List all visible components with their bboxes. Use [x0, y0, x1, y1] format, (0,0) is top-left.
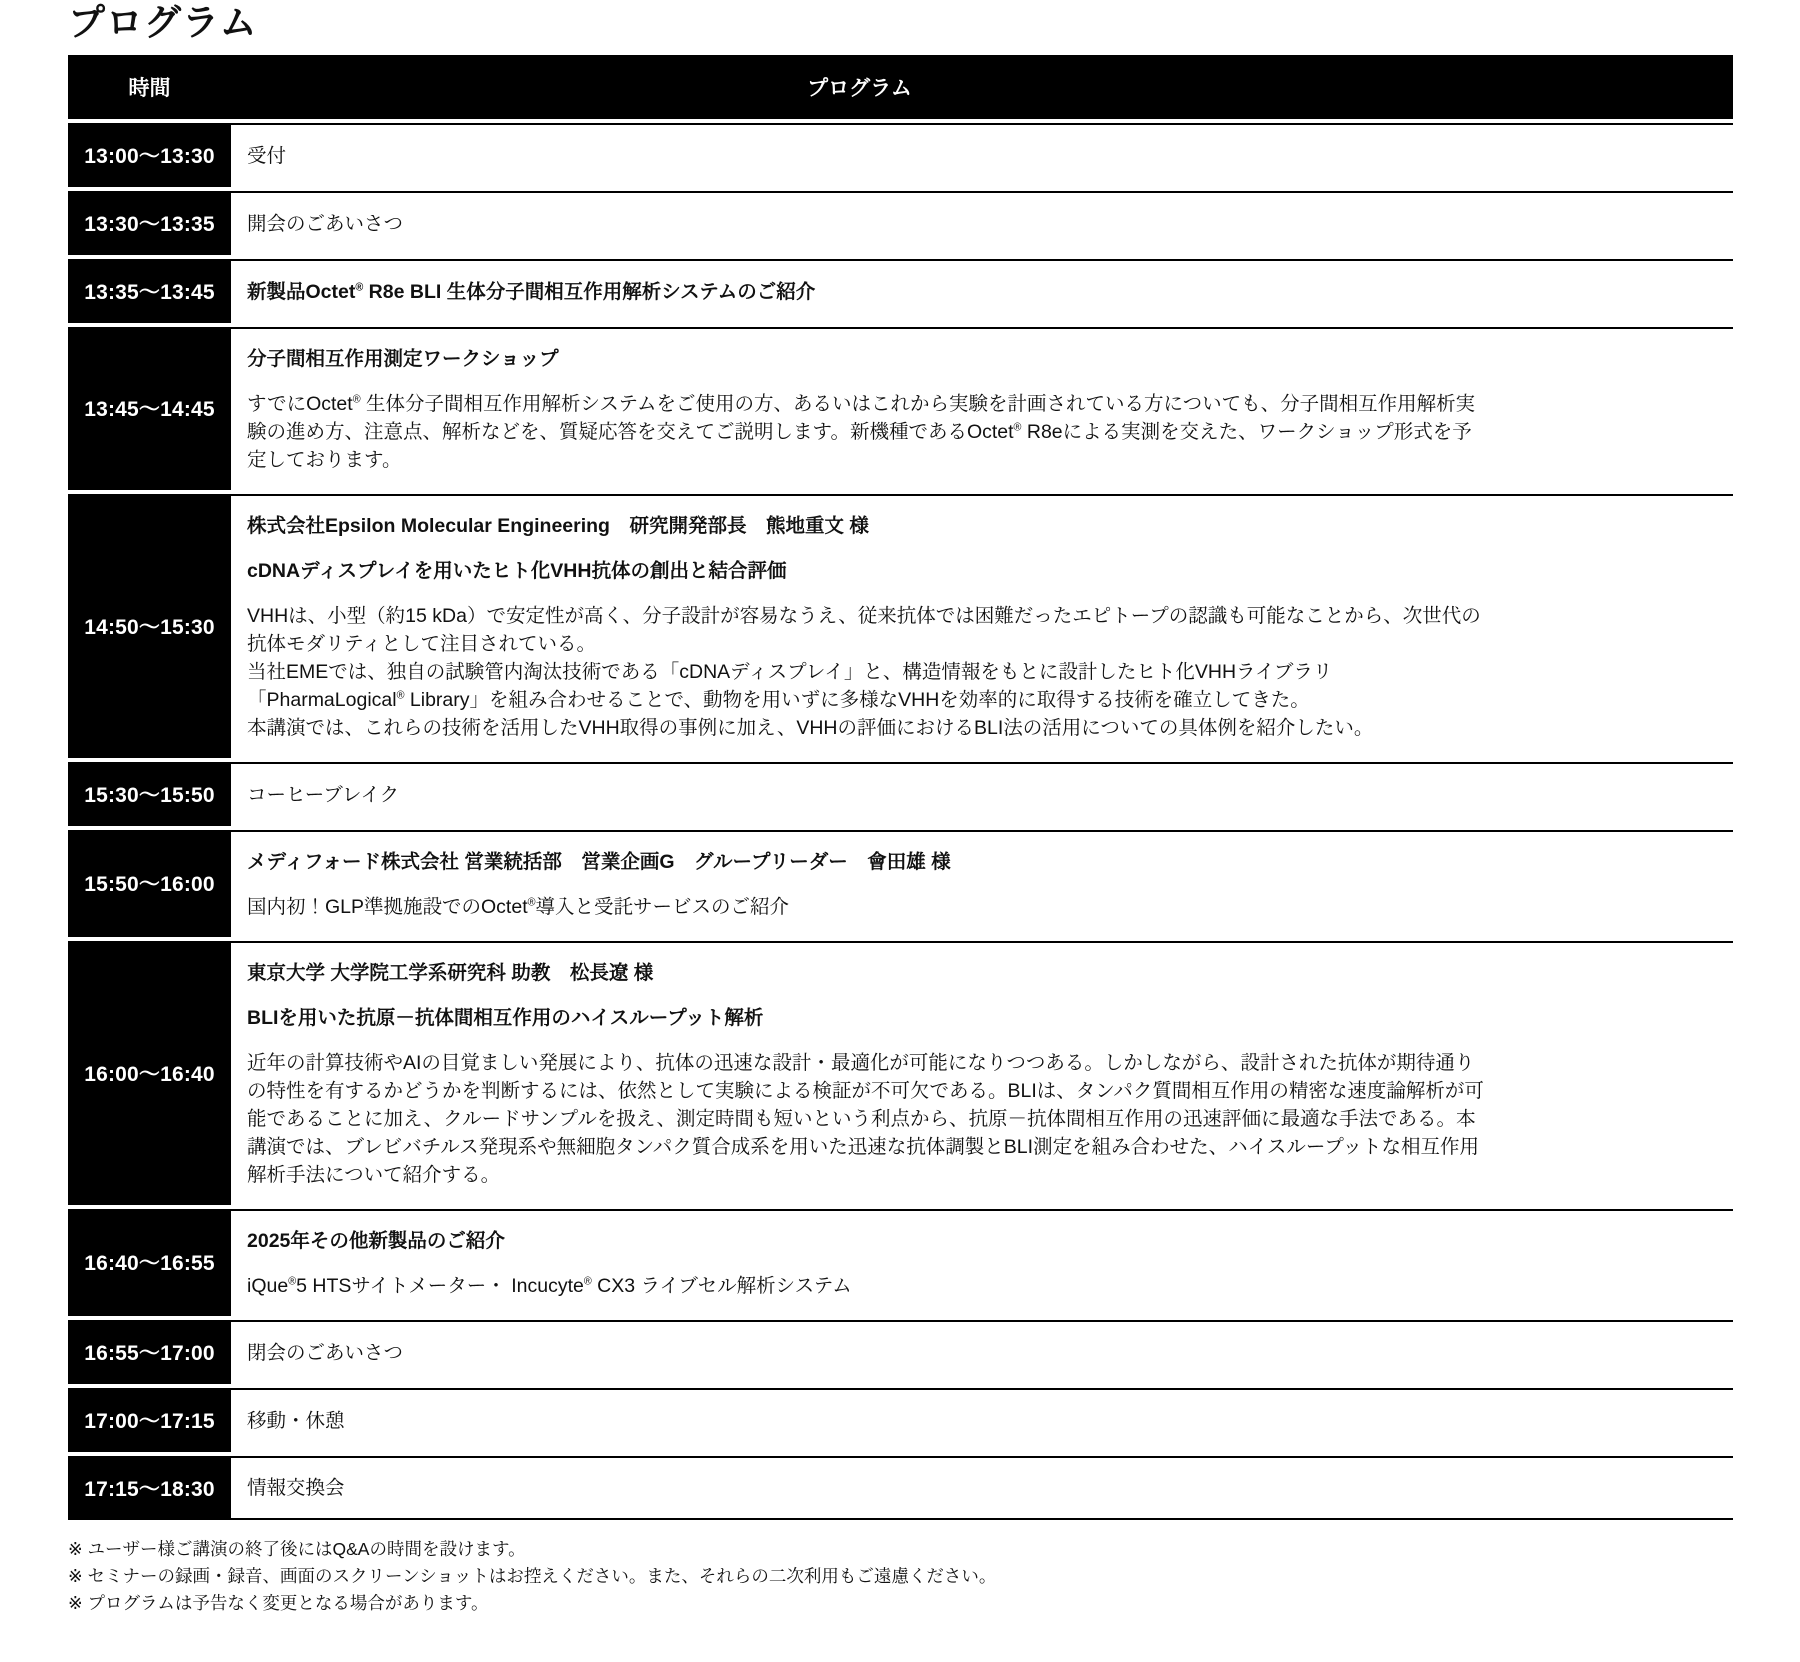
table-row: [68, 762, 1733, 826]
table-row: [68, 494, 1733, 758]
program-cell: [231, 941, 1733, 1205]
time-cell: 15:30〜15:50: [68, 762, 231, 826]
program-title-text: BLIを用いた抗原－抗体間相互作用のハイスループット解析: [247, 1006, 764, 1029]
table-row: [68, 830, 1733, 937]
program-cell: [231, 1388, 1733, 1452]
time-cell: 13:30〜13:35: [68, 191, 231, 255]
program-title-text: 分子間相互作用測定ワークショップ: [247, 347, 559, 370]
program-body-text: iQue®5 HTSサイトメーター・ Incucyte® CX3 ライブセル解析システム: [247, 1274, 852, 1297]
registered-mark: ®: [355, 281, 364, 294]
program-table-body: [68, 123, 1733, 1520]
program-body-text: 国内初！GLP準拠施設でのOctet®導入と受託サービスのご紹介: [247, 895, 790, 918]
program-body-text: 情報交換会: [247, 1476, 345, 1499]
program-cell: [231, 1209, 1733, 1316]
program-cell: [231, 191, 1733, 255]
program-body-text: 開会のごあいさつ: [247, 212, 404, 235]
time-cell: 16:00〜16:40: [68, 941, 231, 1205]
table-row: [68, 191, 1733, 255]
registered-mark: ®: [288, 1275, 297, 1288]
table-row: [68, 327, 1733, 490]
time-cell: 13:45〜14:45: [68, 327, 231, 490]
table-header-row: [68, 55, 1733, 119]
program-body-text: 移動・休憩: [247, 1409, 345, 1432]
program-title-text: 株式会社Epsilon Molecular Engineering 研究開発部長 熊地重文 様: [247, 514, 869, 537]
program-body-text: すでにOctet® 生体分子間相互作用解析システムをご使用の方、あるいはこれから実験を計画されている方についても、分子間相互作用解析実験の進め方、注意点、解析などを、質疑応答を交えてご説明します。新機種であるOctet® R8eによる実測を交えた、ワークショップ形式を予定しております。: [247, 392, 1476, 471]
program-title-text: 2025年その他新製品のご紹介: [247, 1229, 505, 1252]
table-row: [68, 1456, 1733, 1520]
footnote: ※ セミナーの録画・録音、画面のスクリーンショットはお控えください。また、それらの二次利用もご遠慮ください。: [68, 1565, 997, 1586]
time-cell: 17:00〜17:15: [68, 1388, 231, 1452]
table-row: [68, 123, 1733, 187]
program-title-text: メディフォード株式会社 営業統括部 営業企画G グループリーダー 會田雄 様: [247, 850, 951, 873]
footnotes: [68, 1536, 1733, 1617]
time-cell: 17:15〜18:30: [68, 1456, 231, 1520]
header-time: 時間: [128, 76, 171, 100]
header-program: プログラム: [807, 76, 912, 100]
registered-mark: ®: [1013, 421, 1022, 434]
time-cell: 16:55〜17:00: [68, 1320, 231, 1384]
program-cell: [231, 762, 1733, 826]
program-cell: [231, 1456, 1733, 1520]
program-cell: [231, 259, 1733, 323]
page-title: プログラム: [68, 2, 258, 43]
time-cell: 16:40〜16:55: [68, 1209, 231, 1316]
registered-mark: ®: [527, 896, 536, 909]
program-body-text: 受付: [247, 144, 287, 167]
time-cell: 14:50〜15:30: [68, 494, 231, 758]
footnote: ※ プログラムは予告なく変更となる場合があります。: [68, 1592, 489, 1613]
table-row: [68, 1320, 1733, 1384]
registered-mark: ®: [352, 393, 361, 406]
program-title-text: 新製品Octet® R8e BLI 生体分子間相互作用解析システムのご紹介: [247, 280, 816, 303]
program-body-text: コーヒーブレイク: [247, 783, 400, 806]
program-cell: [231, 830, 1733, 937]
program-cell: [231, 1320, 1733, 1384]
program-body-text: VHHは、小型（約15 kDa）で安定性が高く、分子設計が容易なうえ、従来抗体では困難だったエピトープの認識も可能なことから、次世代の抗体モダリティとして注目されている。 当社EMEでは、独自の試験管内淘汰技術である「cDNAディスプレイ」と、構造情報をもとに設計したヒト化VHHライブラリ「PharmaLogical® Library」を組み合わせることで、動物を用いずに多様なVHHを効率的に取得する技術を確立してきた。 本講演では、これらの技術を活用したVHH取得の事例に加え、VHHの評価におけるBLI法の活用についての具体例を紹介したい。: [247, 604, 1481, 739]
program-title-text: cDNAディスプレイを用いたヒト化VHH抗体の創出と結合評価: [247, 559, 787, 582]
table-row: [68, 1209, 1733, 1316]
program-cell: [231, 327, 1733, 490]
program-cell: [231, 123, 1733, 187]
time-cell: 13:00〜13:30: [68, 123, 231, 187]
program-table: [68, 55, 1733, 1520]
footnote: ※ ユーザー様ご講演の終了後にはQ&Aの時間を設けます。: [68, 1538, 526, 1559]
program-cell: [231, 494, 1733, 758]
registered-mark: ®: [396, 689, 405, 702]
program-body-text: 近年の計算技術やAIの目覚ましい発展により、抗体の迅速な設計・最適化が可能になりつつある。しかしながら、設計された抗体が期待通りの特性を有するかどうかを判断するには、依然として実験による検証が不可欠である。BLIは、タンパク質間相互作用の精密な速度論解析が可能であることに加え、クルードサンプルを扱え、測定時間も短いという利点から、抗原－抗体間相互作用の迅速評価に最適な手法である。本講演では、ブレビバチルス発現系や無細胞タンパク質合成系を用いた迅速な抗体調製とBLI測定を組み合わせた、ハイスループットな相互作用解析手法について紹介する。: [247, 1051, 1484, 1186]
time-cell: 13:35〜13:45: [68, 259, 231, 323]
program-body-text: 閉会のごあいさつ: [247, 1341, 404, 1364]
registered-mark: ®: [583, 1275, 592, 1288]
program-title-text: 東京大学 大学院工学系研究科 助教 松長遼 様: [247, 961, 654, 984]
table-row: [68, 941, 1733, 1205]
table-row: [68, 259, 1733, 323]
table-row: [68, 1388, 1733, 1452]
time-cell: 15:50〜16:00: [68, 830, 231, 937]
